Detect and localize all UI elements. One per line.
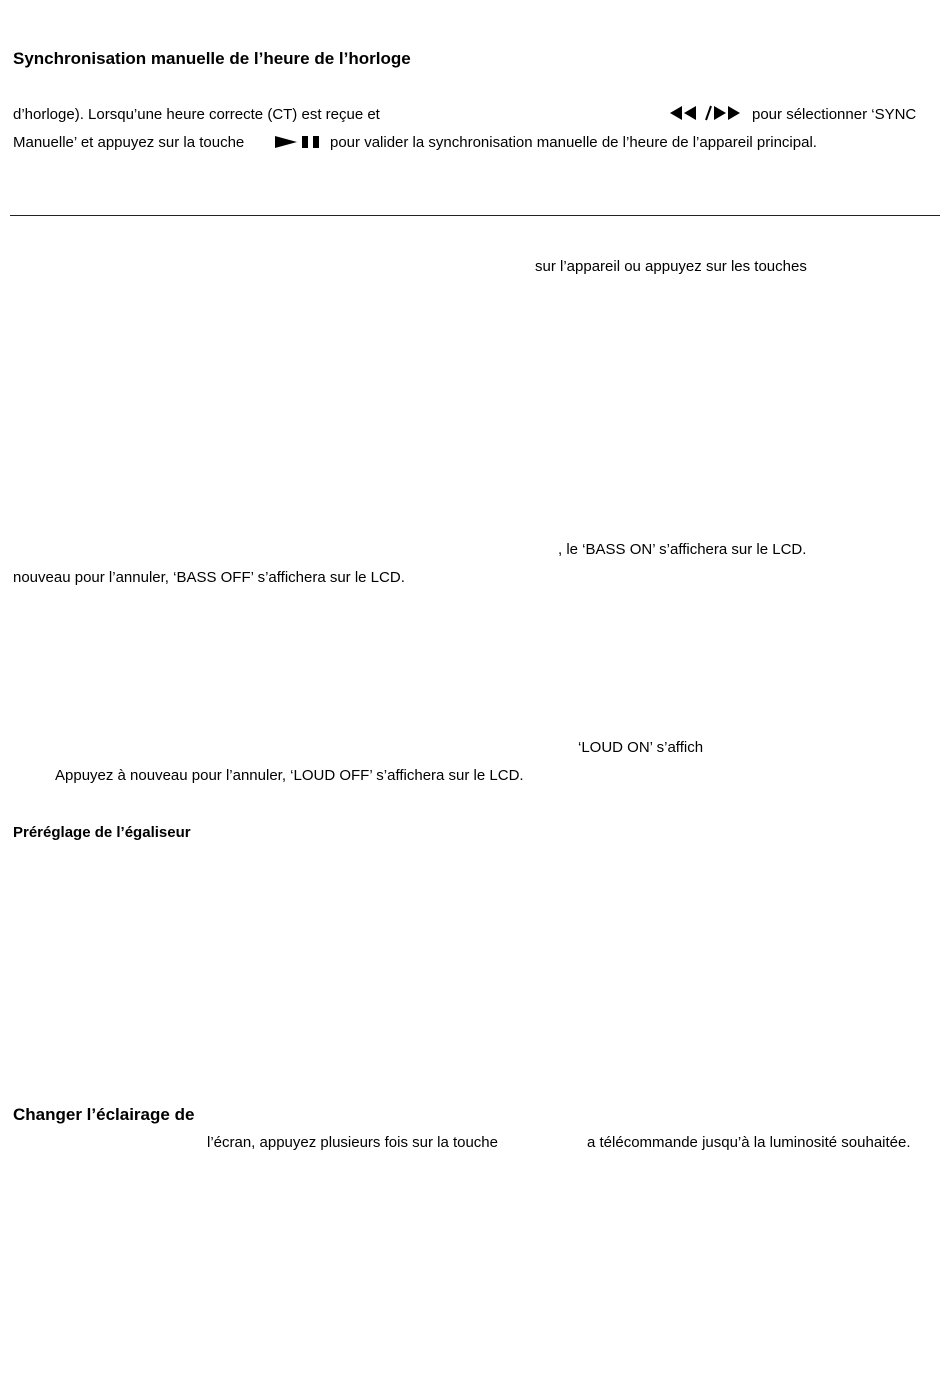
light-heading: Changer l’éclairage de: [13, 1105, 195, 1124]
loud-line1: ‘LOUD ON’ s’affich: [578, 739, 704, 756]
bass-line1: , le ‘BASS ON’ s’affichera sur le LCD.: [558, 541, 807, 558]
sync-heading: Synchronisation manuelle de l’heure de l’horloge: [13, 49, 411, 68]
sync-line2-left: Manuelle’ et appuyez sur la touche: [13, 134, 245, 151]
loud-line2: Appuyez à nouveau pour l’annuler, ‘LOUD OFF’ s’affichera sur le LCD.: [55, 767, 524, 784]
eq-heading: Préréglage de l’égaliseur: [13, 824, 191, 841]
light-line1-right: a télécommande jusqu’à la luminosité souhaitée.: [587, 1134, 911, 1151]
sync-line2-right: pour valider la synchronisation manuelle de l’heure de l’appareil principal.: [330, 134, 817, 151]
bass-line2: nouveau pour l’annuler, ‘BASS OFF’ s’affichera sur le LCD.: [13, 569, 405, 586]
section-divider: [10, 215, 940, 216]
light-line1-left: l’écran, appuyez plusieurs fois sur la touche: [207, 1134, 498, 1151]
fast-forward-icon: [714, 106, 740, 120]
rewind-icon: [670, 106, 696, 120]
sync-line1-right: pour sélectionner ‘SYNC: [752, 106, 917, 123]
sync-line1-left: d’horloge). Lorsqu’une heure correcte (CT) est reçue et: [13, 106, 380, 123]
section2-line1: sur l’appareil ou appuyez sur les touches: [535, 258, 807, 275]
rewind-fast-forward-icon: [668, 104, 746, 122]
play-pause-icon: [273, 133, 323, 151]
